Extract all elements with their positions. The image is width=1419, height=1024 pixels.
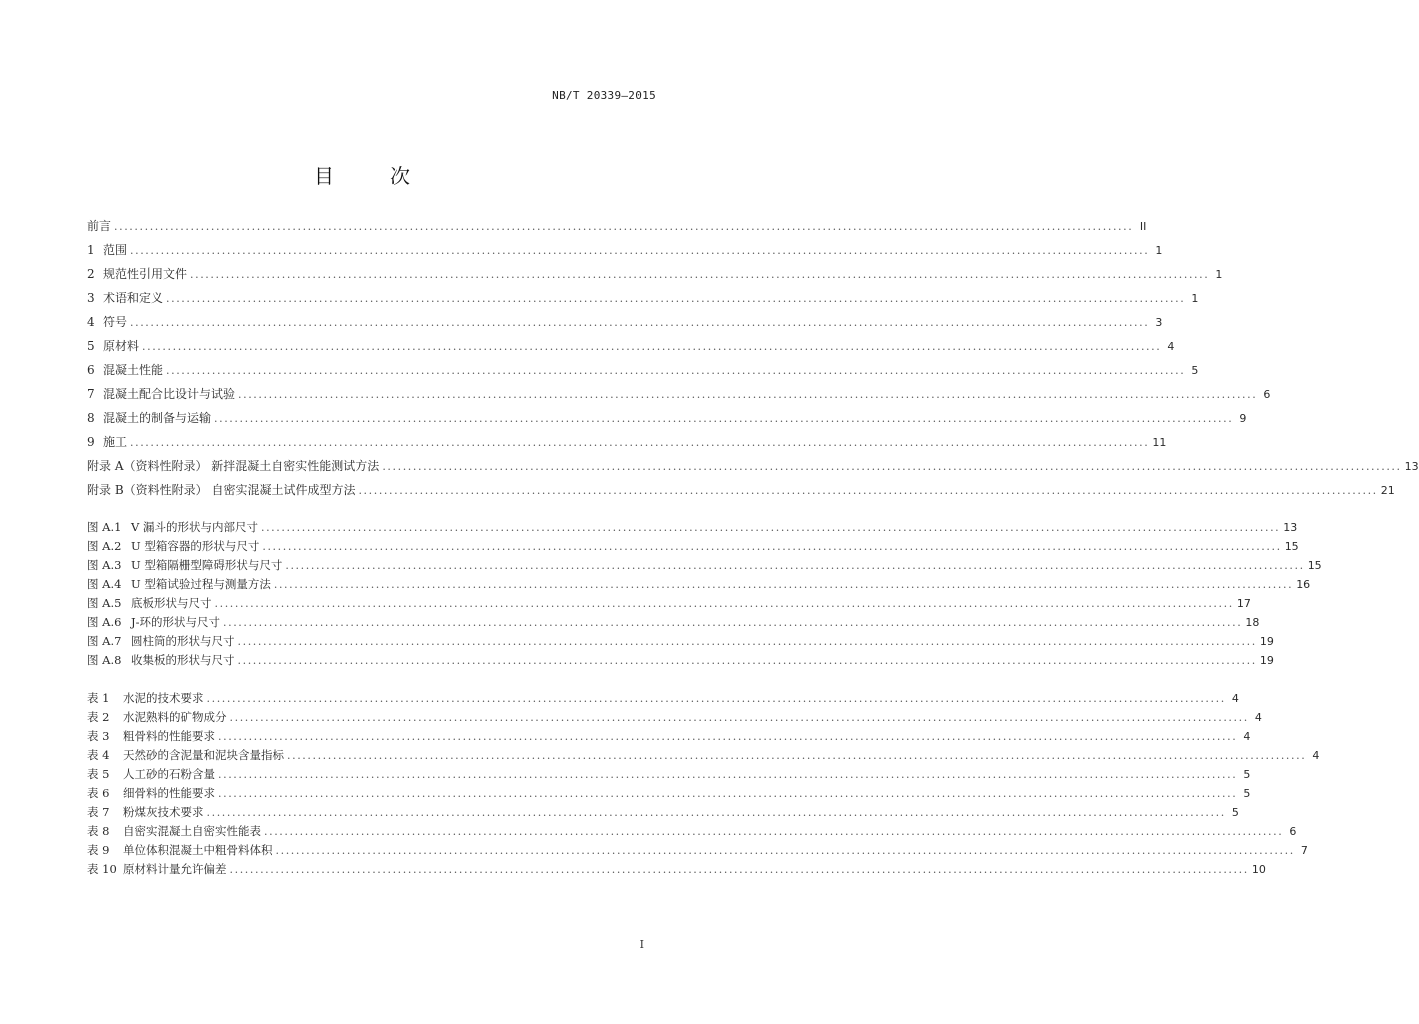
toc-entry[interactable] <box>87 313 1163 337</box>
table-entry[interactable] <box>87 728 1251 747</box>
entry-page: 9 <box>1239 412 1247 425</box>
entry-label: 圆柱筒的形状与尺寸 <box>131 634 235 648</box>
entry-number: 表 2 <box>87 710 110 724</box>
entry-page: 18 <box>1245 616 1260 629</box>
entry-label: 混凝土的制备与运输 <box>103 411 212 425</box>
entry-number: 6 <box>87 363 95 377</box>
page-title <box>0 160 724 189</box>
table-entry[interactable] <box>87 785 1251 804</box>
standard-code: NB/T 20339—2015 <box>552 89 656 102</box>
dot-leader: ........................................................................................................................................................................................................ <box>218 787 1238 800</box>
figure-entry[interactable] <box>87 652 1274 671</box>
entry-number: 图 A.6 <box>87 615 122 629</box>
entry-page: 19 <box>1259 635 1274 648</box>
dot-leader: ........................................................................................................................................................................................................ <box>218 768 1238 781</box>
entry-page: 5 <box>1243 787 1251 800</box>
dot-leader: ........................................................................................................................................................................................................ <box>229 863 1249 876</box>
dot-leader: ........................................................................................................................................................................................................ <box>130 244 1150 257</box>
entry-number: 图 A.7 <box>87 634 122 648</box>
entry-page: 5 <box>1243 768 1251 781</box>
dot-leader: ........................................................................................................................................................................................................ <box>260 521 1281 534</box>
dot-leader: ........................................................................................................................................................................................................ <box>264 825 1284 838</box>
toc-entry[interactable] <box>87 385 1271 409</box>
figure-entry[interactable] <box>87 538 1299 557</box>
entry-page: 4 <box>1254 711 1262 724</box>
entry-page: 5 <box>1191 364 1199 377</box>
entry-page: 1 <box>1155 244 1163 257</box>
toc-entry[interactable] <box>87 265 1223 289</box>
dot-leader: ........................................................................................................................................................................................................ <box>218 730 1238 743</box>
entry-label: 单位体积混凝土中粗骨料体积 <box>123 843 273 857</box>
dot-leader: ........................................................................................................................................................................................................ <box>166 364 1186 377</box>
toc-entry[interactable] <box>87 433 1167 457</box>
dot-leader: ........................................................................................................................................................................................................ <box>237 635 1257 648</box>
entry-number: 表 3 <box>87 729 110 743</box>
dot-leader: ........................................................................................................................................................................................................ <box>130 436 1150 449</box>
entry-label: 符号 <box>103 315 128 329</box>
entry-label: U 型箱容器的形状与尺寸 <box>131 539 260 553</box>
entry-label: 粉煤灰技术要求 <box>123 805 204 819</box>
entry-number: 1 <box>87 243 95 257</box>
entry-number: 5 <box>87 339 95 353</box>
entry-page: II <box>1139 220 1147 233</box>
entry-label: 天然砂的含泥量和泥块含量指标 <box>123 748 284 762</box>
table-entry[interactable] <box>87 766 1251 785</box>
entry-label: V 漏斗的形状与内部尺寸 <box>131 520 258 534</box>
entry-number: 表 1 <box>87 691 110 705</box>
entry-label: U 型箱隔栅型障碍形状与尺寸 <box>131 558 283 572</box>
table-entry[interactable] <box>87 804 1239 823</box>
entry-page: 13 <box>1283 521 1298 534</box>
entry-page: 6 <box>1289 825 1297 838</box>
entry-label: 施工 <box>103 435 128 449</box>
entry-number: 图 A.2 <box>87 539 122 553</box>
entry-number: 表 8 <box>87 824 110 838</box>
entry-page: 19 <box>1259 654 1274 667</box>
entry-page: 10 <box>1251 863 1266 876</box>
entry-page: 21 <box>1380 484 1395 497</box>
entry-label: 原材料计量允许偏差 <box>123 862 227 876</box>
entry-label: 附录 A（资料性附录） 新拌混凝土自密实性能测试方法 <box>87 459 380 473</box>
table-entry[interactable] <box>87 842 1308 861</box>
dot-leader: ........................................................................................................................................................................................................ <box>130 316 1150 329</box>
table-entry[interactable] <box>87 690 1239 709</box>
dot-leader: ........................................................................................................................................................................................................ <box>214 597 1234 610</box>
entry-number: 图 A.8 <box>87 653 122 667</box>
toc-main-list <box>87 217 1419 505</box>
dot-leader: ........................................................................................................................................................................................................ <box>275 844 1295 857</box>
figure-entry[interactable] <box>87 519 1298 538</box>
entry-label: 粗骨料的性能要求 <box>123 729 215 743</box>
toc-figures-list <box>87 519 1322 671</box>
toc-entry[interactable] <box>87 481 1395 505</box>
entry-number: 表 7 <box>87 805 110 819</box>
entry-page: 4 <box>1167 340 1175 353</box>
entry-page: 16 <box>1296 578 1311 591</box>
entry-number: 表 4 <box>87 748 110 762</box>
toc-entry[interactable] <box>87 337 1175 361</box>
entry-number: 8 <box>87 411 95 425</box>
entry-page: 17 <box>1236 597 1251 610</box>
entry-label: 范围 <box>103 243 128 257</box>
toc-entry[interactable] <box>87 457 1419 481</box>
entry-number: 9 <box>87 435 95 449</box>
entry-label: 规范性引用文件 <box>103 267 188 281</box>
entry-page: 13 <box>1404 460 1419 473</box>
entry-page: 4 <box>1243 730 1251 743</box>
entry-number: 4 <box>87 315 95 329</box>
entry-label: 细骨料的性能要求 <box>123 786 215 800</box>
dot-leader: ........................................................................................................................................................................................................ <box>206 806 1226 819</box>
dot-leader: ........................................................................................................................................................................................................ <box>237 654 1257 667</box>
entry-label: 收集板的形状与尺寸 <box>131 653 235 667</box>
figure-entry[interactable] <box>87 633 1274 652</box>
toc-entry[interactable] <box>87 361 1199 385</box>
table-entry[interactable] <box>87 823 1297 842</box>
entry-label: 前言 <box>87 219 112 233</box>
dot-leader: ........................................................................................................................................................................................................ <box>285 559 1305 572</box>
figure-entry[interactable] <box>87 557 1322 576</box>
entry-page: 4 <box>1312 749 1320 762</box>
entry-number: 图 A.5 <box>87 596 122 610</box>
entry-label: J-环的形状与尺寸 <box>131 615 220 629</box>
entry-label: 水泥熟料的矿物成分 <box>123 710 227 724</box>
entry-number: 图 A.4 <box>87 577 122 591</box>
figure-entry[interactable] <box>87 595 1251 614</box>
dot-leader: ........................................................................................................................................................................................................ <box>229 711 1249 724</box>
dot-leader: ........................................................................................................................................................................................................ <box>114 220 1134 233</box>
entry-page: 5 <box>1231 806 1239 819</box>
entry-label: 底板形状与尺寸 <box>131 596 212 610</box>
dot-leader: ........................................................................................................................................................................................................ <box>214 412 1234 425</box>
entry-number: 2 <box>87 267 95 281</box>
entry-page: 1 <box>1215 268 1223 281</box>
entry-number: 表 10 <box>87 862 117 876</box>
figure-entry[interactable] <box>87 614 1260 633</box>
entry-number: 图 A.3 <box>87 558 122 572</box>
entry-page: 1 <box>1191 292 1199 305</box>
dot-leader: ........................................................................................................................................................................................................ <box>142 340 1162 353</box>
toc-tables-list <box>87 690 1320 880</box>
entry-number: 图 A.1 <box>87 520 122 534</box>
entry-number: 7 <box>87 387 95 401</box>
entry-page: 3 <box>1155 316 1163 329</box>
dot-leader: ........................................................................................................................................................................................................ <box>358 484 1378 497</box>
entry-page: 15 <box>1284 540 1299 553</box>
dot-leader: ........................................................................................................................................................................................................ <box>166 292 1186 305</box>
dot-leader: ........................................................................................................................................................................................................ <box>287 749 1307 762</box>
entry-label: 水泥的技术要求 <box>123 691 204 705</box>
toc-entry[interactable] <box>87 217 1147 241</box>
entry-label: 人工砂的石粉含量 <box>123 767 215 781</box>
entry-number: 表 5 <box>87 767 110 781</box>
entry-number: 3 <box>87 291 95 305</box>
dot-leader: ........................................................................................................................................................................................................ <box>223 616 1243 629</box>
entry-label: 术语和定义 <box>103 291 164 305</box>
entry-label: 混凝土配合比设计与试验 <box>103 387 236 401</box>
toc-entry[interactable] <box>87 289 1199 313</box>
entry-page: 4 <box>1231 692 1239 705</box>
title-char-2: 次 <box>390 164 410 188</box>
entry-label: 自密实混凝土自密实性能表 <box>123 824 261 838</box>
entry-page: 6 <box>1263 388 1271 401</box>
entry-page: 11 <box>1152 436 1167 449</box>
dot-leader: ........................................................................................................................................................................................................ <box>238 388 1258 401</box>
entry-label: U 型箱试验过程与测量方法 <box>131 577 271 591</box>
title-char-1: 目 <box>314 164 334 188</box>
toc-entry[interactable] <box>87 409 1247 433</box>
entry-number: 表 6 <box>87 786 110 800</box>
dot-leader: ........................................................................................................................................................................................................ <box>382 460 1402 473</box>
toc-entry[interactable] <box>87 241 1163 265</box>
dot-leader: ........................................................................................................................................................................................................ <box>190 268 1210 281</box>
table-entry[interactable] <box>87 747 1320 766</box>
table-entry[interactable] <box>87 709 1262 728</box>
table-entry[interactable] <box>87 861 1266 880</box>
dot-leader: ........................................................................................................................................................................................................ <box>206 692 1226 705</box>
entry-label: 附录 B（资料性附录） 自密实混凝土试件成型方法 <box>87 483 356 497</box>
entry-label: 混凝土性能 <box>103 363 164 377</box>
entry-number: 表 9 <box>87 843 110 857</box>
entry-label: 原材料 <box>103 339 140 353</box>
entry-page: 15 <box>1307 559 1322 572</box>
dot-leader: ........................................................................................................................................................................................................ <box>273 578 1294 591</box>
page-number: I <box>639 938 644 951</box>
figure-entry[interactable] <box>87 576 1311 595</box>
entry-page: 7 <box>1300 844 1308 857</box>
dot-leader: ........................................................................................................................................................................................................ <box>262 540 1282 553</box>
